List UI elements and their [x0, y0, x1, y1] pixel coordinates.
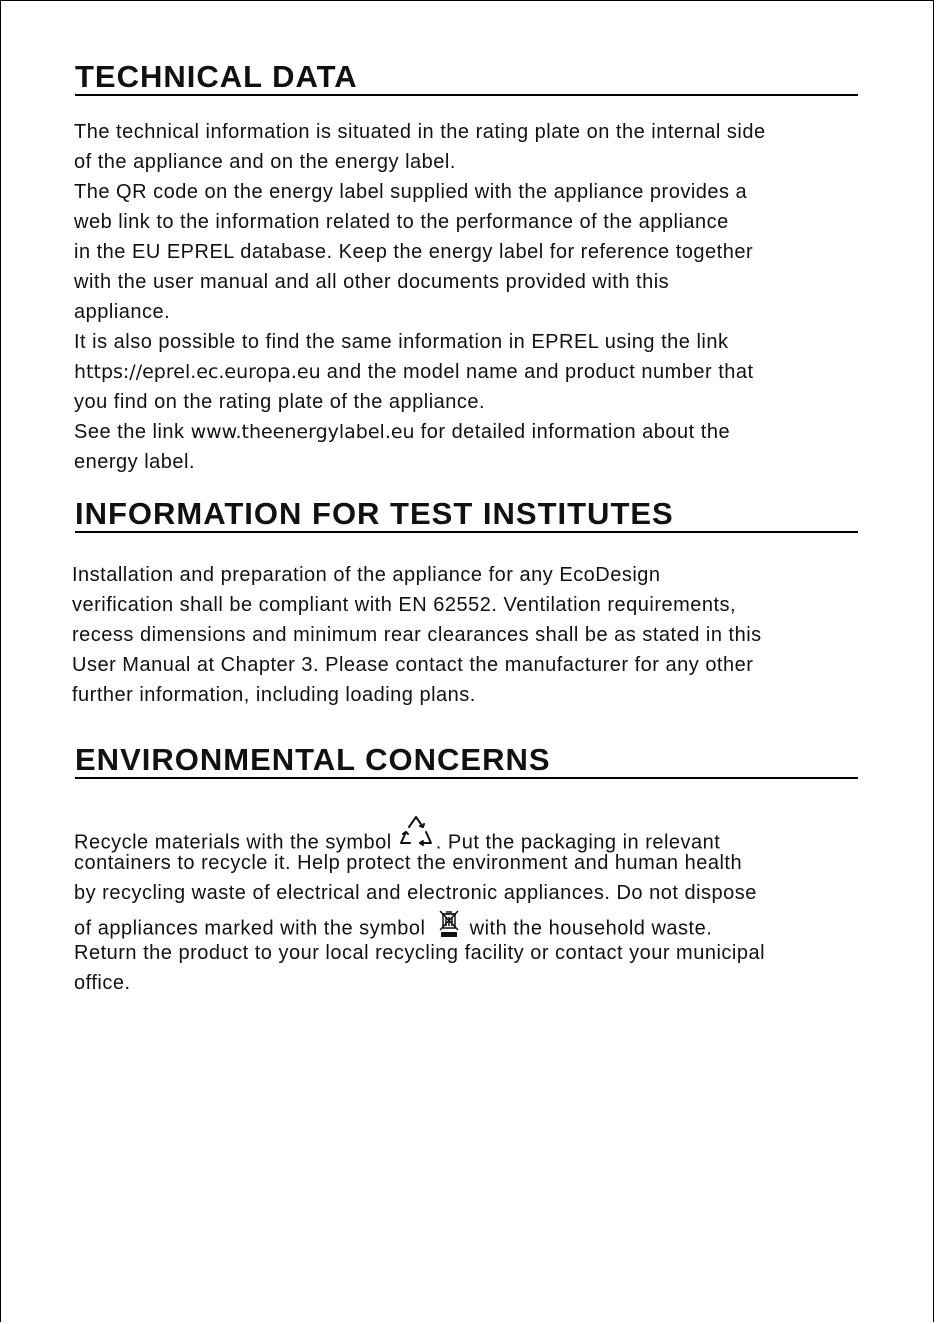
environmental-heading: ENVIRONMENTAL CONCERNS [75, 743, 858, 779]
technical-data-line: of the appliance and on the energy label. [74, 151, 456, 173]
eprel-link[interactable]: https://eprel.ec.europa.eu [74, 361, 321, 383]
environmental-line: by recycling waste of electrical and electronic appliances. Do not dispose [74, 882, 757, 904]
energy-label-link-line [74, 420, 730, 444]
test-institutes-line: recess dimensions and minimum rear clearances shall be as stated in this [72, 624, 762, 646]
environmental-line: containers to recycle it. Help protect the environment and human health [74, 852, 743, 874]
bin-text-after: with the household waste. [463, 917, 713, 940]
recycle-text-after: . Put the packaging in relevant [435, 831, 721, 854]
test-institutes-line: verification shall be compliant with EN 62552. Ventilation requirements, [72, 594, 737, 616]
technical-data-line: with the user manual and all other documents provided with this [74, 271, 670, 293]
crossed-bin-icon [438, 909, 460, 945]
technical-data-line: The technical information is situated in the rating plate on the internal side [74, 121, 766, 143]
environmental-line: Return the product to your local recycling facility or contact your municipal [74, 942, 766, 964]
test-institutes-line: Installation and preparation of the appliance for any EcoDesign [72, 564, 661, 586]
energy-label-link[interactable]: www.theenergylabel.eu [190, 421, 415, 443]
eprel-link-after-text: and the model name and product number that [320, 361, 754, 383]
technical-data-line: The QR code on the energy label supplied with the appliance provides a [74, 181, 748, 203]
test-institutes-line: User Manual at Chapter 3. Please contact the manufacturer for any other [72, 654, 754, 676]
technical-data-line: web link to the information related to the performance of the appliance [74, 211, 729, 233]
technical-data-line: energy label. [74, 451, 196, 473]
recycle-text-before: Recycle materials with the symbol [74, 831, 398, 854]
test-institutes-line: further information, including loading plans. [72, 684, 476, 706]
eprel-link-line [74, 360, 754, 384]
technical-data-line: It is also possible to find the same information in EPREL using the link [74, 331, 729, 353]
test-institutes-heading: INFORMATION FOR TEST INSTITUTES [75, 497, 858, 533]
technical-data-line: appliance. [74, 301, 171, 323]
environmental-line: office. [74, 972, 131, 994]
technical-data-heading: TECHNICAL DATA [75, 60, 858, 96]
bin-text-before: of appliances marked with the symbol [74, 917, 432, 940]
technical-data-line: you find on the rating plate of the appliance. [74, 391, 486, 413]
technical-data-line: in the EU EPREL database. Keep the energy label for reference together [74, 241, 754, 263]
energy-label-after-text: for detailed information about the [414, 421, 731, 443]
energy-label-before-text: See the link [74, 421, 191, 443]
